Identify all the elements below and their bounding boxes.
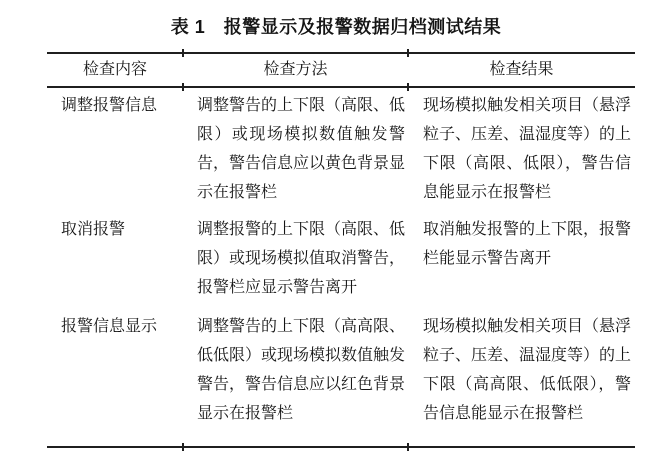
table-top-border [47,52,635,54]
cell-check-result: 取消触发报警的上下限，报警栏能显示警告离开 [423,221,632,267]
column-border-tick [407,443,409,451]
table-header-row [47,54,635,86]
table-row [47,88,635,214]
column-header-check-method: 检查方法 [263,61,328,78]
cell-check-result: 现场模拟触发相关项目（悬浮粒子、压差、温湿度等）的上下限（高高限、低低限），警告信息能显示在报警栏 [423,318,632,422]
column-border-tick [182,49,184,57]
cell-check-method: 调整警告的上下限（高高限、低低限）或现场模拟数值触发警告，警告信息应以红色背景显示在报警栏 [197,318,406,422]
column-border-tick [182,443,184,451]
test-results-table [47,52,635,448]
cell-check-method: 调整警告的上下限（高限、低限）或现场模拟数值触发警告，警告信息应以黄色背景显示在报警栏 [197,97,406,201]
cell-check-method: 调整报警的上下限（高限、低限）或现场模拟值取消警告，报警栏应显示警告离开 [197,221,406,296]
cell-check-result: 现场模拟触发相关项目（悬浮粒子、压差、温湿度等）的上下限（高限、低限），警告信息能显示在报警栏 [423,97,632,201]
column-border-tick [407,83,409,91]
cell-check-content: 报警信息显示 [61,318,158,335]
cell-check-content: 取消报警 [61,221,126,238]
column-header-check-content: 检查内容 [82,61,147,78]
table-header-border [47,86,635,88]
document-page [0,15,672,468]
table-caption: 表 1 报警显示及报警数据归档测试结果 [170,17,502,37]
table-row [47,310,635,446]
cell-check-content: 调整报警信息 [61,97,158,114]
table-row [47,214,635,310]
column-border-tick [182,83,184,91]
column-border-tick [407,49,409,57]
column-header-check-result: 检查结果 [489,61,554,78]
table-bottom-border [47,446,635,448]
